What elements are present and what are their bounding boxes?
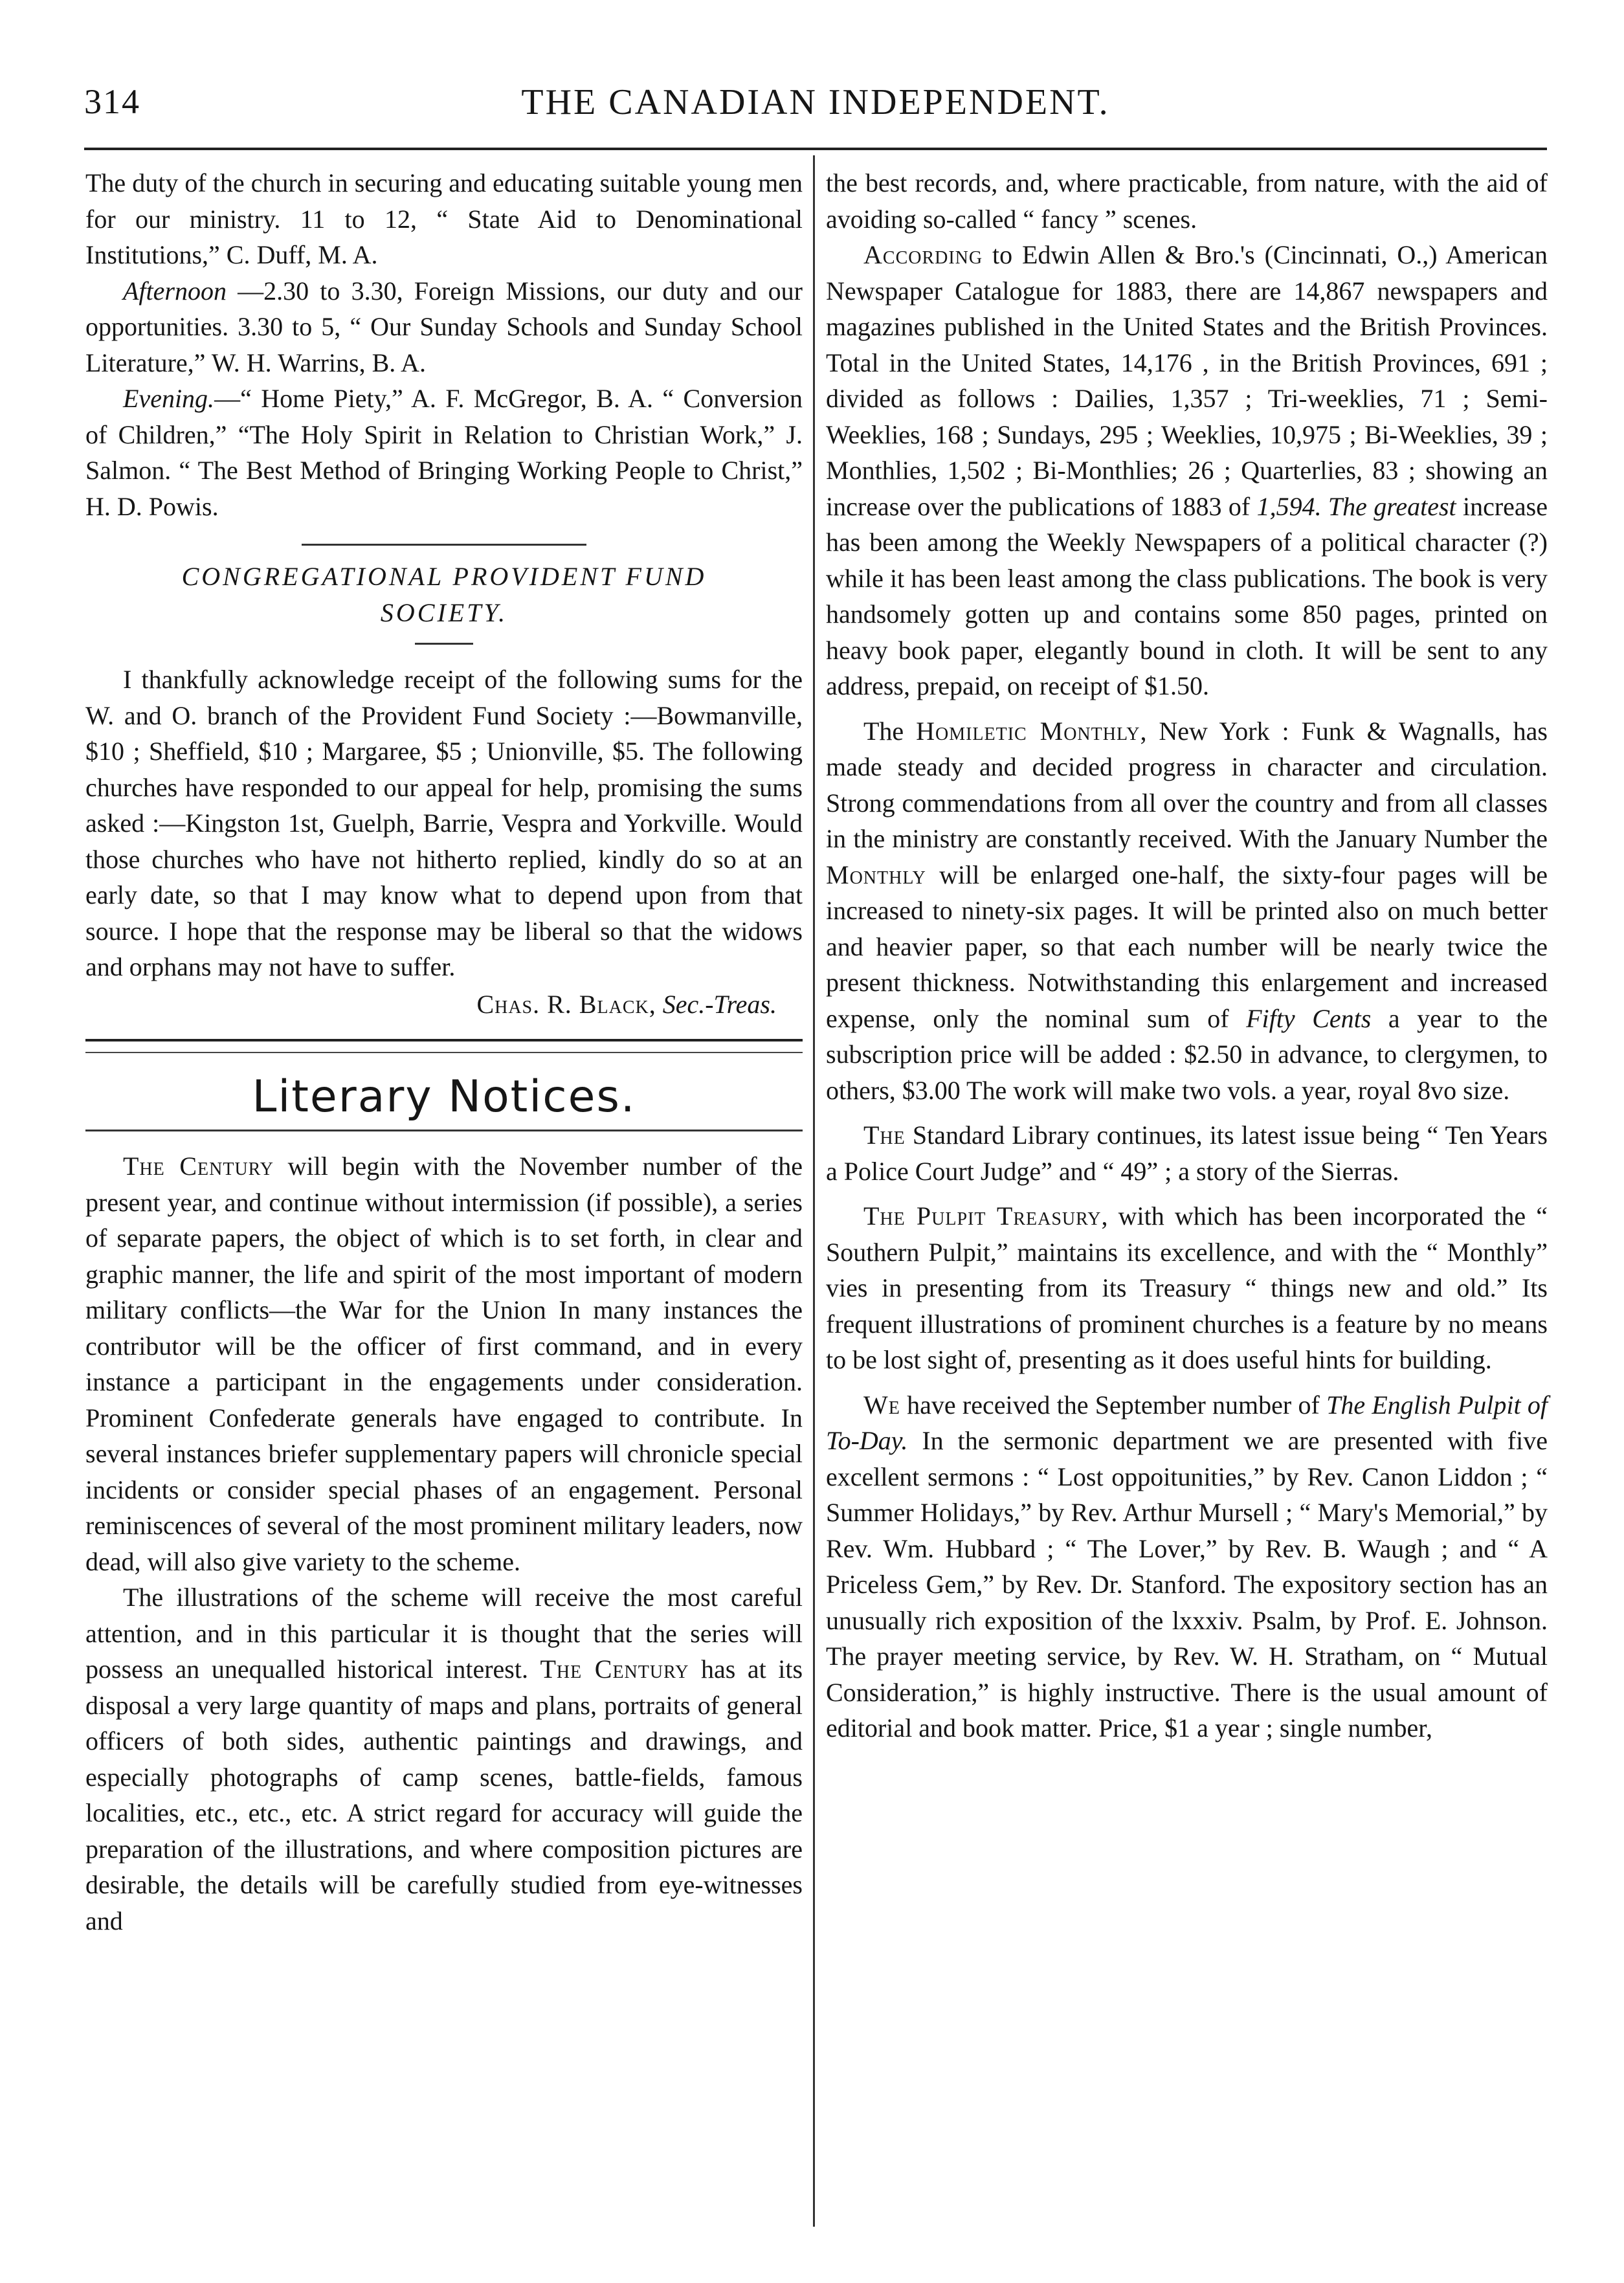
society-paragraph: I thankfully acknowledge receipt of the following sums for the W. and O. branch of the Provident Fund Society :—Bowmanville, $10 ; Sheffield, $10 ; Margaree, $5 ; Unionville, $5. The following churches have responded to our appeal for help, promising the sums asked :—Kingston 1st, Guelph, Barrie, Vespra and Yorkville. Would those churches who have not hitherto replied, kindly do so at an early date, so that I may know what to depend upon from that source. I hope that the response may be liberal so that the widows and orphans may not have to suffer. — [85, 665, 803, 981]
evening-paragraph: Evening.—“ Home Piety,” A. F. McGregor, B. A. “ Conversion of Children,” “The Holy Spirit in Relation to Christian Work,” J. Salmon. “ The Best Method of Bringing Working People to Christ,” H. D. Powis. — [85, 384, 803, 521]
page-number: 314 — [84, 82, 140, 121]
pulpit-treasury-paragraph: The Pulpit Treasury, with which has been incorporated the “ Southern Pulpit,” maintains its excellence, and with the “ Monthly” vies in presenting from its Treasury “ things new and old.” Its frequent illustrations of prominent churches is a feature by no means to be lost sight of, presenting as it does useful hints for building. — [826, 1201, 1548, 1374]
section-divider — [302, 544, 586, 546]
heading-rule — [85, 1130, 803, 1131]
illustrations-paragraph: The illustrations of the scheme will receive the most careful attention, and in this particular it is thought that the series will possess an unequalled historical interest. The Century has at its disposal a very large quantity of maps and plans, portraits of general officers of both sides, authentic paintings and drawings, and especially photographs of camp scenes, battle-fields, famous localities, etc., etc., etc. A strict regard for accuracy will guide the preparation of the illustrations, and where composition pictures are desirable, the details will be carefully studied from eye-witnesses and — [85, 1583, 803, 1935]
newspaper-catalogue-paragraph: According to Edwin Allen & Bro.'s (Cincinnati, O.,) American Newspaper Catalogue for 1883, there are 14,867 newspapers and magazines published in the United States and the British Provinces. Total in the United States, 14,176 , in the British Provinces, 691 ; divided as follows : Dailies, 1,357 ; Tri-weeklies, 71 ; Semi-Weeklies, 168 ; Sundays, 295 ; Weeklies, 10,975 ; Bi-Weeklies, 39 ; Monthlies, 1,502 ; Bi-Monthlies; 26 ; Quarterlies, 83 ; showing an increase over the publications of 1883 of 1,594. The greatest increase has been among the Weekly Newspapers of a political character (?) while it has been least among the class publications. The book is very handsomely gotten up and contains some 850 pages, printed on heavy book paper, elegantly bound in cloth. It will be sent to any address, prepaid, on receipt of $1.50. — [826, 240, 1548, 700]
afternoon-label: Afternoon — [123, 276, 227, 306]
double-rule — [85, 1039, 803, 1053]
homiletic-monthly-paragraph: The Homiletic Monthly, New York : Funk & Wagnalls, has made steady and decided progress in character and circulation. Strong commendations from all over the country and from all classes in the ministry are constantly received. With the January Number the Monthly will be enlarged one-half, the sixty-four pages will be increased to ninety-six pages. It will be printed also on much better and heavier paper, so that each number will be nearly twice the present thickness. Notwithstanding this enlargement and increased expense, only the nominal sum of Fifty Cents a year to the subscription price will be added : $2.50 in advance, to clergymen, to others, $3.00 The work will make two vols. a year, royal 8vo size. — [826, 716, 1548, 1105]
header-rule — [84, 148, 1547, 150]
signature: Chas. R. Black, Sec.-Treas. — [476, 989, 777, 1019]
right-column — [826, 165, 1548, 1746]
century-paragraph: The Century will begin with the November number of the present year, and continue without intermission (if possible), a series of separate papers, the object of which is to set forth, in clear and graphic manner, the life and spirit of the most important of modern military conflicts—the War for the Union In many instances the contributor will be the officer of first command, and in every instance a participant in the engagements under consideration. Prominent Confederate generals have engaged to contribute. In several instances briefer supplementary papers will chronicle special incidents or consider special phases of an engagement. Personal reminiscences of several of the most prominent military leaders, now dead, will also give variety to the scheme. — [85, 1152, 803, 1576]
english-pulpit-paragraph: We have received the September number of The English Pulpit of To-Day. In the sermonic department we are presented with five excellent sermons : “ Lost oppoitunities,” by Rev. Canon Liddon ; “ Summer Holidays,” by Rev. Arthur Mursell ; “ Mary's Memorial,” by Rev. Wm. Hubbard ; “ The Lover,” by Rev. B. Waugh ; and “ A Priceless Gem,” by Rev. Dr. Stanford. The expository section has an unusually rich exposition of the lxxxiv. Psalm, by Prof. E. Johnson. The prayer meeting service, by Rev. W. H. Stratham, on “ Mutual Consideration,” is highly instructive. There is the usual amount of editorial and book matter. Price, $1 a year ; single number, — [826, 1390, 1548, 1743]
column-divider — [813, 155, 815, 2227]
continued-paragraph: the best records, and, where practicable, from nature, with the aid of avoiding so-called “ fancy ” scenes. — [826, 168, 1548, 234]
heading-rule — [415, 643, 473, 645]
society-heading: CONGREGATIONAL PROVIDENT FUND SOCIETY. — [181, 562, 707, 627]
program-paragraph: The duty of the church in securing and educating suitable young men for our ministry. 11 to 12, “ State Aid to Denominational Institutions,” C. Duff, M. A. — [85, 168, 803, 269]
literary-notices-heading: Literary Notices. — [252, 1071, 636, 1122]
left-column — [85, 165, 803, 1939]
page-header — [84, 76, 1547, 128]
afternoon-paragraph: Afternoon —2.30 to 3.30, Foreign Missions, our duty and our opportunities. 3.30 to 5, “ Our Sunday Schools and Sunday School Literature,” W. H. Warrins, B. A. — [85, 276, 803, 377]
evening-label: Evening. — [123, 384, 215, 413]
standard-library-paragraph: The Standard Library continues, its latest issue being “ Ten Years a Police Court Judge” and “ 49” ; a story of the Sierras. — [826, 1120, 1548, 1186]
running-title: THE CANADIAN INDEPENDENT. — [521, 82, 1110, 122]
